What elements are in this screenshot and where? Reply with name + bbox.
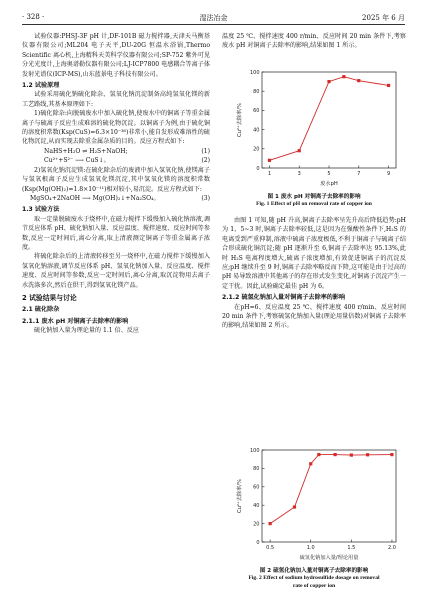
data-point xyxy=(327,80,330,83)
plot-frame xyxy=(262,450,396,542)
section-heading: 2.1.2 硫氢化钠加入量对铜离子去除率的影响 xyxy=(222,294,346,302)
data-point xyxy=(350,453,353,456)
x-axis-label: 废水pH xyxy=(320,181,338,187)
y-tick-label: 60 xyxy=(253,484,260,491)
x-axis-label: 硫氢化钠加入量/理论用量 xyxy=(299,555,359,561)
y-tick-label: 20 xyxy=(253,146,260,153)
data-point xyxy=(269,522,272,525)
section-heading: 1.3 试验方法 xyxy=(22,206,60,214)
equation: NaHS+H₂O ⇌ H₂S+NaOH; (1) xyxy=(44,147,210,155)
x-tick-label: 1 xyxy=(267,171,272,177)
series-line xyxy=(269,77,388,161)
x-tick-label: 2.0 xyxy=(387,545,396,551)
y-tick-label: 20 xyxy=(253,521,260,528)
figure-1-chart xyxy=(232,66,402,190)
figure-2 xyxy=(232,444,402,564)
y-axis-label: Cu²⁺去除率/% xyxy=(237,103,243,137)
section-heading: 2.1 硫化除杂 xyxy=(22,306,60,314)
y-tick-label: 0 xyxy=(256,165,260,172)
paragraph: 将硫化除杂后的上清液转移至另一烧杯中,在磁力搅拌下缓慢加入氢氧化钠溶液,调节反应体系 pH、氢氧化钠加入量、反应温度、搅拌速度、反应时间等参数,反应一定时间后,离心分离,取沉淀物用去离子水洗涤多次,然后在烘干,得到氢氧化镁产品。 xyxy=(22,253,210,289)
right-column-mid xyxy=(222,216,406,331)
x-tick-label: 0.5 xyxy=(266,545,275,551)
y-tick-label: 80 xyxy=(253,466,260,473)
issue-date: 2025 年 6 月 xyxy=(362,14,405,22)
y-tick-label: 0 xyxy=(256,539,260,546)
equation: MgSO₄+2NaOH ⟶ Mg(OH)₂↓+Na₂SO₄。 (3) xyxy=(30,194,210,202)
right-column-top xyxy=(222,32,406,51)
x-tick-label: 5 xyxy=(327,171,331,177)
y-tick-label: 40 xyxy=(253,127,260,134)
left-column xyxy=(22,32,210,336)
data-point xyxy=(366,453,369,456)
paragraph: 取一定量脱硫废水于烧杯中,在磁力搅拌下缓慢加入硫化钠溶液,调节反应体系 pH、硫化钠加入量、反应温度、搅拌速度、反应时间等参数,反应一定时间后,离心分离,取上清液测定铜离子等重金属离子浓度。 xyxy=(22,215,210,251)
x-tick-label: 1.5 xyxy=(347,545,356,551)
paragraph: 1)硫化除杂:向脱硫废水中加入硫化钠,使废水中的铜离子等重金属离子与硫离子反应生成难溶的硫化物沉淀。以铜离子为例,由于硫化铜的溶度积常数(Ksp(CuS)=6.3×10⁻³⁶)非常小,能自发形成难溶性的硫化物沉淀,从而实现去除重金属杂质的目的。反应方程式如下: xyxy=(22,110,210,146)
paragraph: 硫化钠加入量为理论量的 1.1 倍、反应 xyxy=(34,327,139,335)
data-point xyxy=(357,79,360,82)
y-tick-label: 60 xyxy=(253,108,260,115)
paragraph: 温度 25 ℃、搅拌速度 400 r/min、反应时间 20 min 条件下,考察废水 pH 对铜离子去除率的影响,结果如图 1 所示。 xyxy=(222,33,406,50)
x-tick-label: 9 xyxy=(386,171,391,177)
data-point xyxy=(390,453,393,456)
y-axis-label: Cu²⁺去除率/% xyxy=(237,479,243,513)
data-point xyxy=(333,453,336,456)
data-point xyxy=(309,462,312,465)
figure-2-caption: 图 2 硫氢化钠加入量对铜离子去除率的影响 Fig. 2 Effect of sodium hydrosulfide dosage on removal rate of copper ion xyxy=(248,568,380,589)
paragraph: 由图 1 可知,随 pH 升高,铜离子去除率呈先升高后降低趋势:pH 为 1、5~3 时,铜离子去除率较低,这是因为在强酸性条件下,H₂S 的电离受到严重抑制,溶液中硫离子浓度极低,不利于铜离子与硫离子结合形成硫化铜沉淀;随 pH 逐渐升至 6,铜离子去除率达 95.13%,此时 H₂S 电离程度增大,硫离子浓度增加,有效促进铜离子的沉淀反应;pH 继续升至 9 时,铜离子去除率略反而下降,这可能是由于过高的 pH 易导致溶液中其他离子的存在形式发生变化,对铜离子沉淀产生一定干扰。因此,试验确定最佳 pH 为 6。 xyxy=(222,217,406,290)
y-tick-label: 80 xyxy=(253,89,260,95)
x-tick-label: 7 xyxy=(357,171,361,177)
page-header xyxy=(22,13,405,23)
data-point xyxy=(268,159,271,162)
x-tick-label: 1.0 xyxy=(306,545,315,551)
series-line xyxy=(270,455,392,524)
data-point xyxy=(342,75,345,78)
section-heading: 2.1.1 废水 pH 对铜离子去除率的影响 xyxy=(22,317,129,325)
figure-1-caption: 图 1 废水 pH 对铜离子去除率的影响 Fig. 1 Effect of pH on removal rate of copper ion xyxy=(256,194,372,207)
data-point xyxy=(317,453,320,456)
journal-name: 湿法冶金 xyxy=(199,14,228,22)
paragraph: 在pH=6、反应温度 25 ℃、搅拌速度 400 r/min、反应时间 20 min 条件下,考察硫氢化钠加入量(理论用量倍数)对铜离子去除率的影响,结果如图 2 所示。 xyxy=(222,303,406,330)
figure-2-chart xyxy=(232,444,402,564)
x-tick-label: 3 xyxy=(297,171,301,177)
data-point xyxy=(387,84,390,87)
header-rule xyxy=(22,24,405,25)
data-point xyxy=(298,149,301,152)
figure-1 xyxy=(232,66,402,190)
y-tick-label: 40 xyxy=(253,503,260,509)
y-tick-label: 100 xyxy=(249,447,260,454)
section-heading: 2 试验结果与讨论 xyxy=(22,293,77,302)
data-point xyxy=(293,505,296,508)
paragraph: 试验采用硫化钠硫化除杂、氢氧化钠沉淀制备高纯氢氧化镁的新工艺路线,其基本原理如下: xyxy=(22,91,210,108)
page-number: · 328 · xyxy=(22,13,45,21)
section-heading: 1.2 试验原理 xyxy=(22,82,60,90)
plot-frame xyxy=(262,72,396,168)
paragraph: 2)氢氧化钠沉淀镁:在硫化除杂后的废液中加入氢氧化钠,使镁离子与氢氧根离子反应生成氢氧化镁沉淀,其中氢氧化镁的溶度积常数(Ksp(Mg(OH)₂)=1.8×10⁻¹¹)相对较小,易沉淀。反应方程式如下: xyxy=(22,166,210,193)
paragraph: 试验仪器:PHSJ-3F pH 计,DF-101B 磁力搅拌器,天津天马衡基仪器有限公司;ML204 电子天平,DU-20G 恒温水浴锅,Thermo Scientific 离心机,上海精科天美科学仪器有限公司;SP-752 紫外可见分光光度计,上海奥谱勒仪器有限公司;LJ-ICP7800 电感耦合等离子体发射光谱仪(ICP-MS),山东蓝景电子科技有限公司。 xyxy=(22,33,210,78)
y-tick-label: 100 xyxy=(249,69,260,76)
equation: Cu²⁺+S²⁻ ⟶ CuS↓。 (2) xyxy=(44,157,210,165)
